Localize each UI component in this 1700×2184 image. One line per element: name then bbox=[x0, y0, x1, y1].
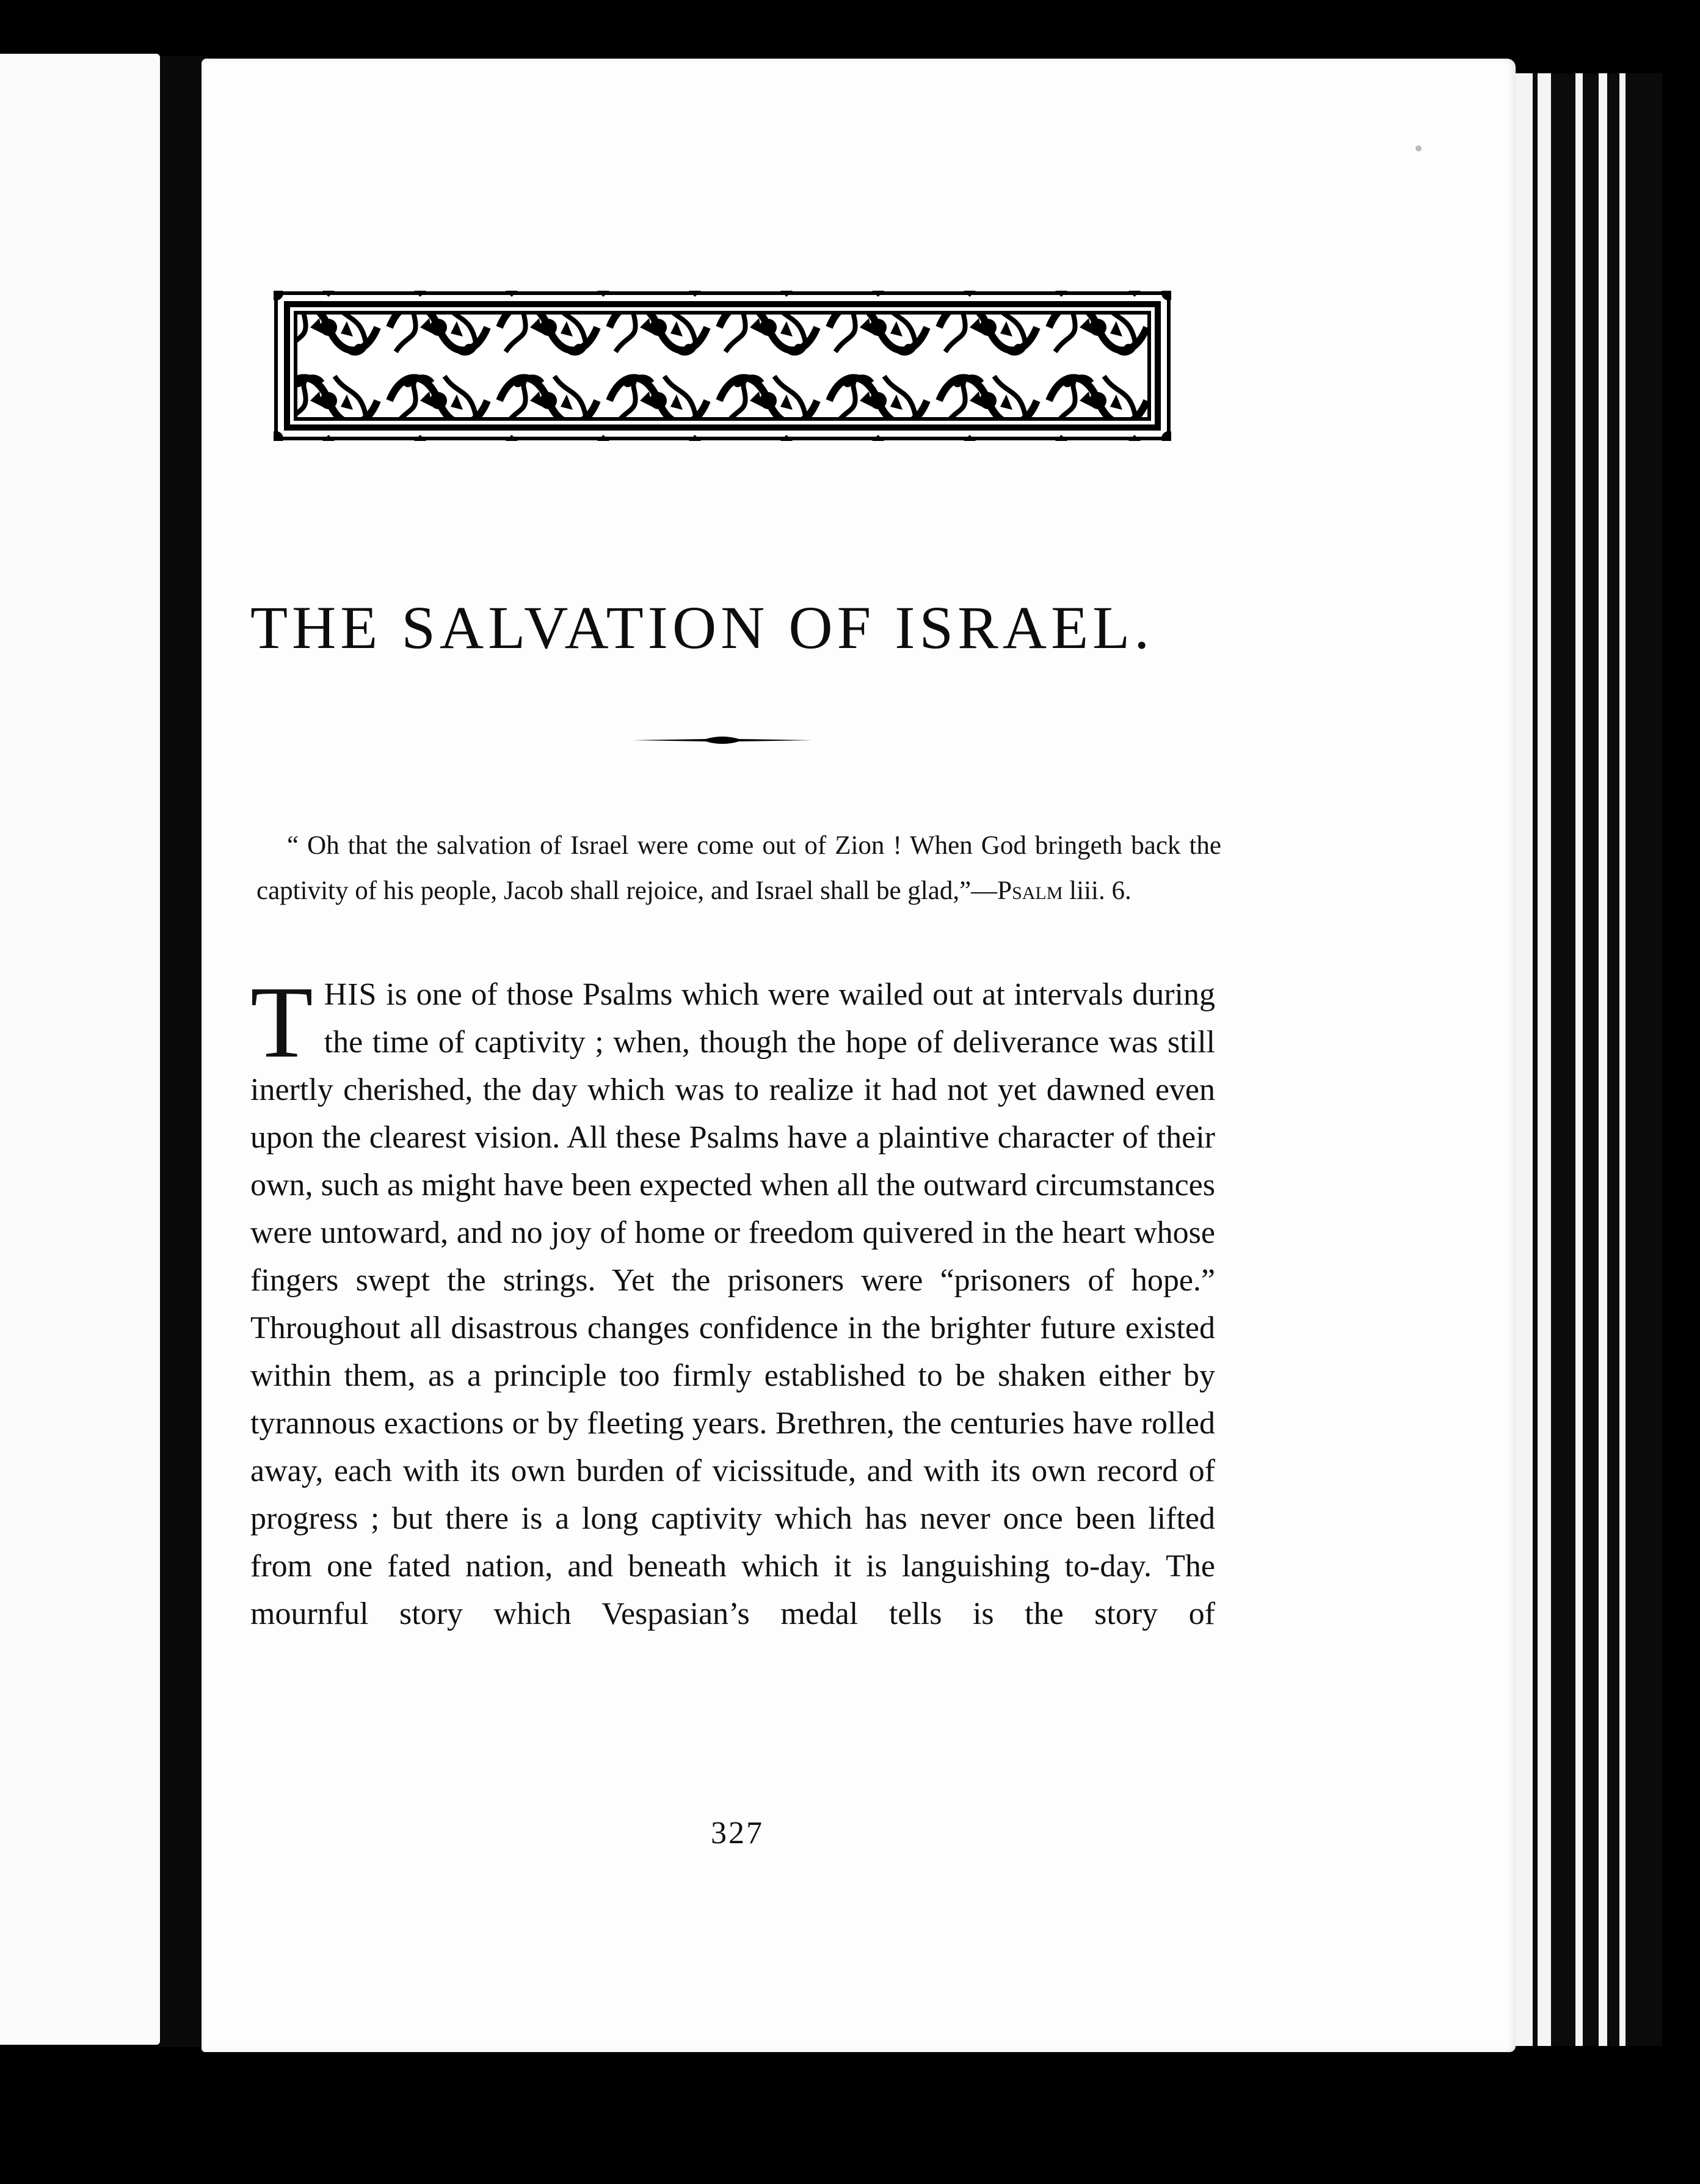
body-paragraph bbox=[250, 966, 1215, 1638]
facing-page bbox=[0, 54, 160, 2045]
body-text: is one of those Psalms which were wailed out at intervals during the time of captivity ; when, though the hope of deliverance was still inertly cherished, the day which was to realize it had not yet dawned even upon the clearest vision. All these Psalms have a plaintive character of their own, such as might have been expected when all the outward circumstances were untoward, and no joy of home or freedom quivered in the heart whose fingers swept the strings. Yet the prisoners were “prisoners of hope.” Throughout all disastrous changes confidence in the brighter future existed within them, as a principle too firmly established to be shaken either by tyrannous exactions or by fleeting years. Brethren, the centuries have rolled away, each with its own burden of vicissitude, and with its own record of progress ; but there is a long captivity which has never once been lifted from one fated nation, and beneath which it is languishing to-day. The mournful story which Vespasian’s medal tells is the story of bbox=[250, 977, 1215, 1631]
ornamental-headpiece bbox=[274, 291, 1171, 441]
epigraph-quote: “ Oh that the salvation of Israel were come out of Zion ! When God bringeth back the captivity of his people, Jacob shall rejoice, and Israel shall be glad,”— bbox=[256, 831, 1221, 905]
drop-cap: T bbox=[250, 966, 313, 1079]
page-speck bbox=[1415, 145, 1422, 151]
epigraph bbox=[256, 823, 1221, 914]
page-edges bbox=[1516, 73, 1662, 2046]
epigraph-citation-ref: liii. 6. bbox=[1062, 876, 1132, 905]
title-rule bbox=[633, 733, 812, 748]
epigraph-citation-book: Psalm bbox=[997, 876, 1063, 905]
lead-word: HIS bbox=[324, 977, 377, 1012]
page-number: 327 bbox=[711, 1816, 764, 1851]
chapter-title: THE SALVATION OF ISRAEL. bbox=[250, 594, 1154, 661]
